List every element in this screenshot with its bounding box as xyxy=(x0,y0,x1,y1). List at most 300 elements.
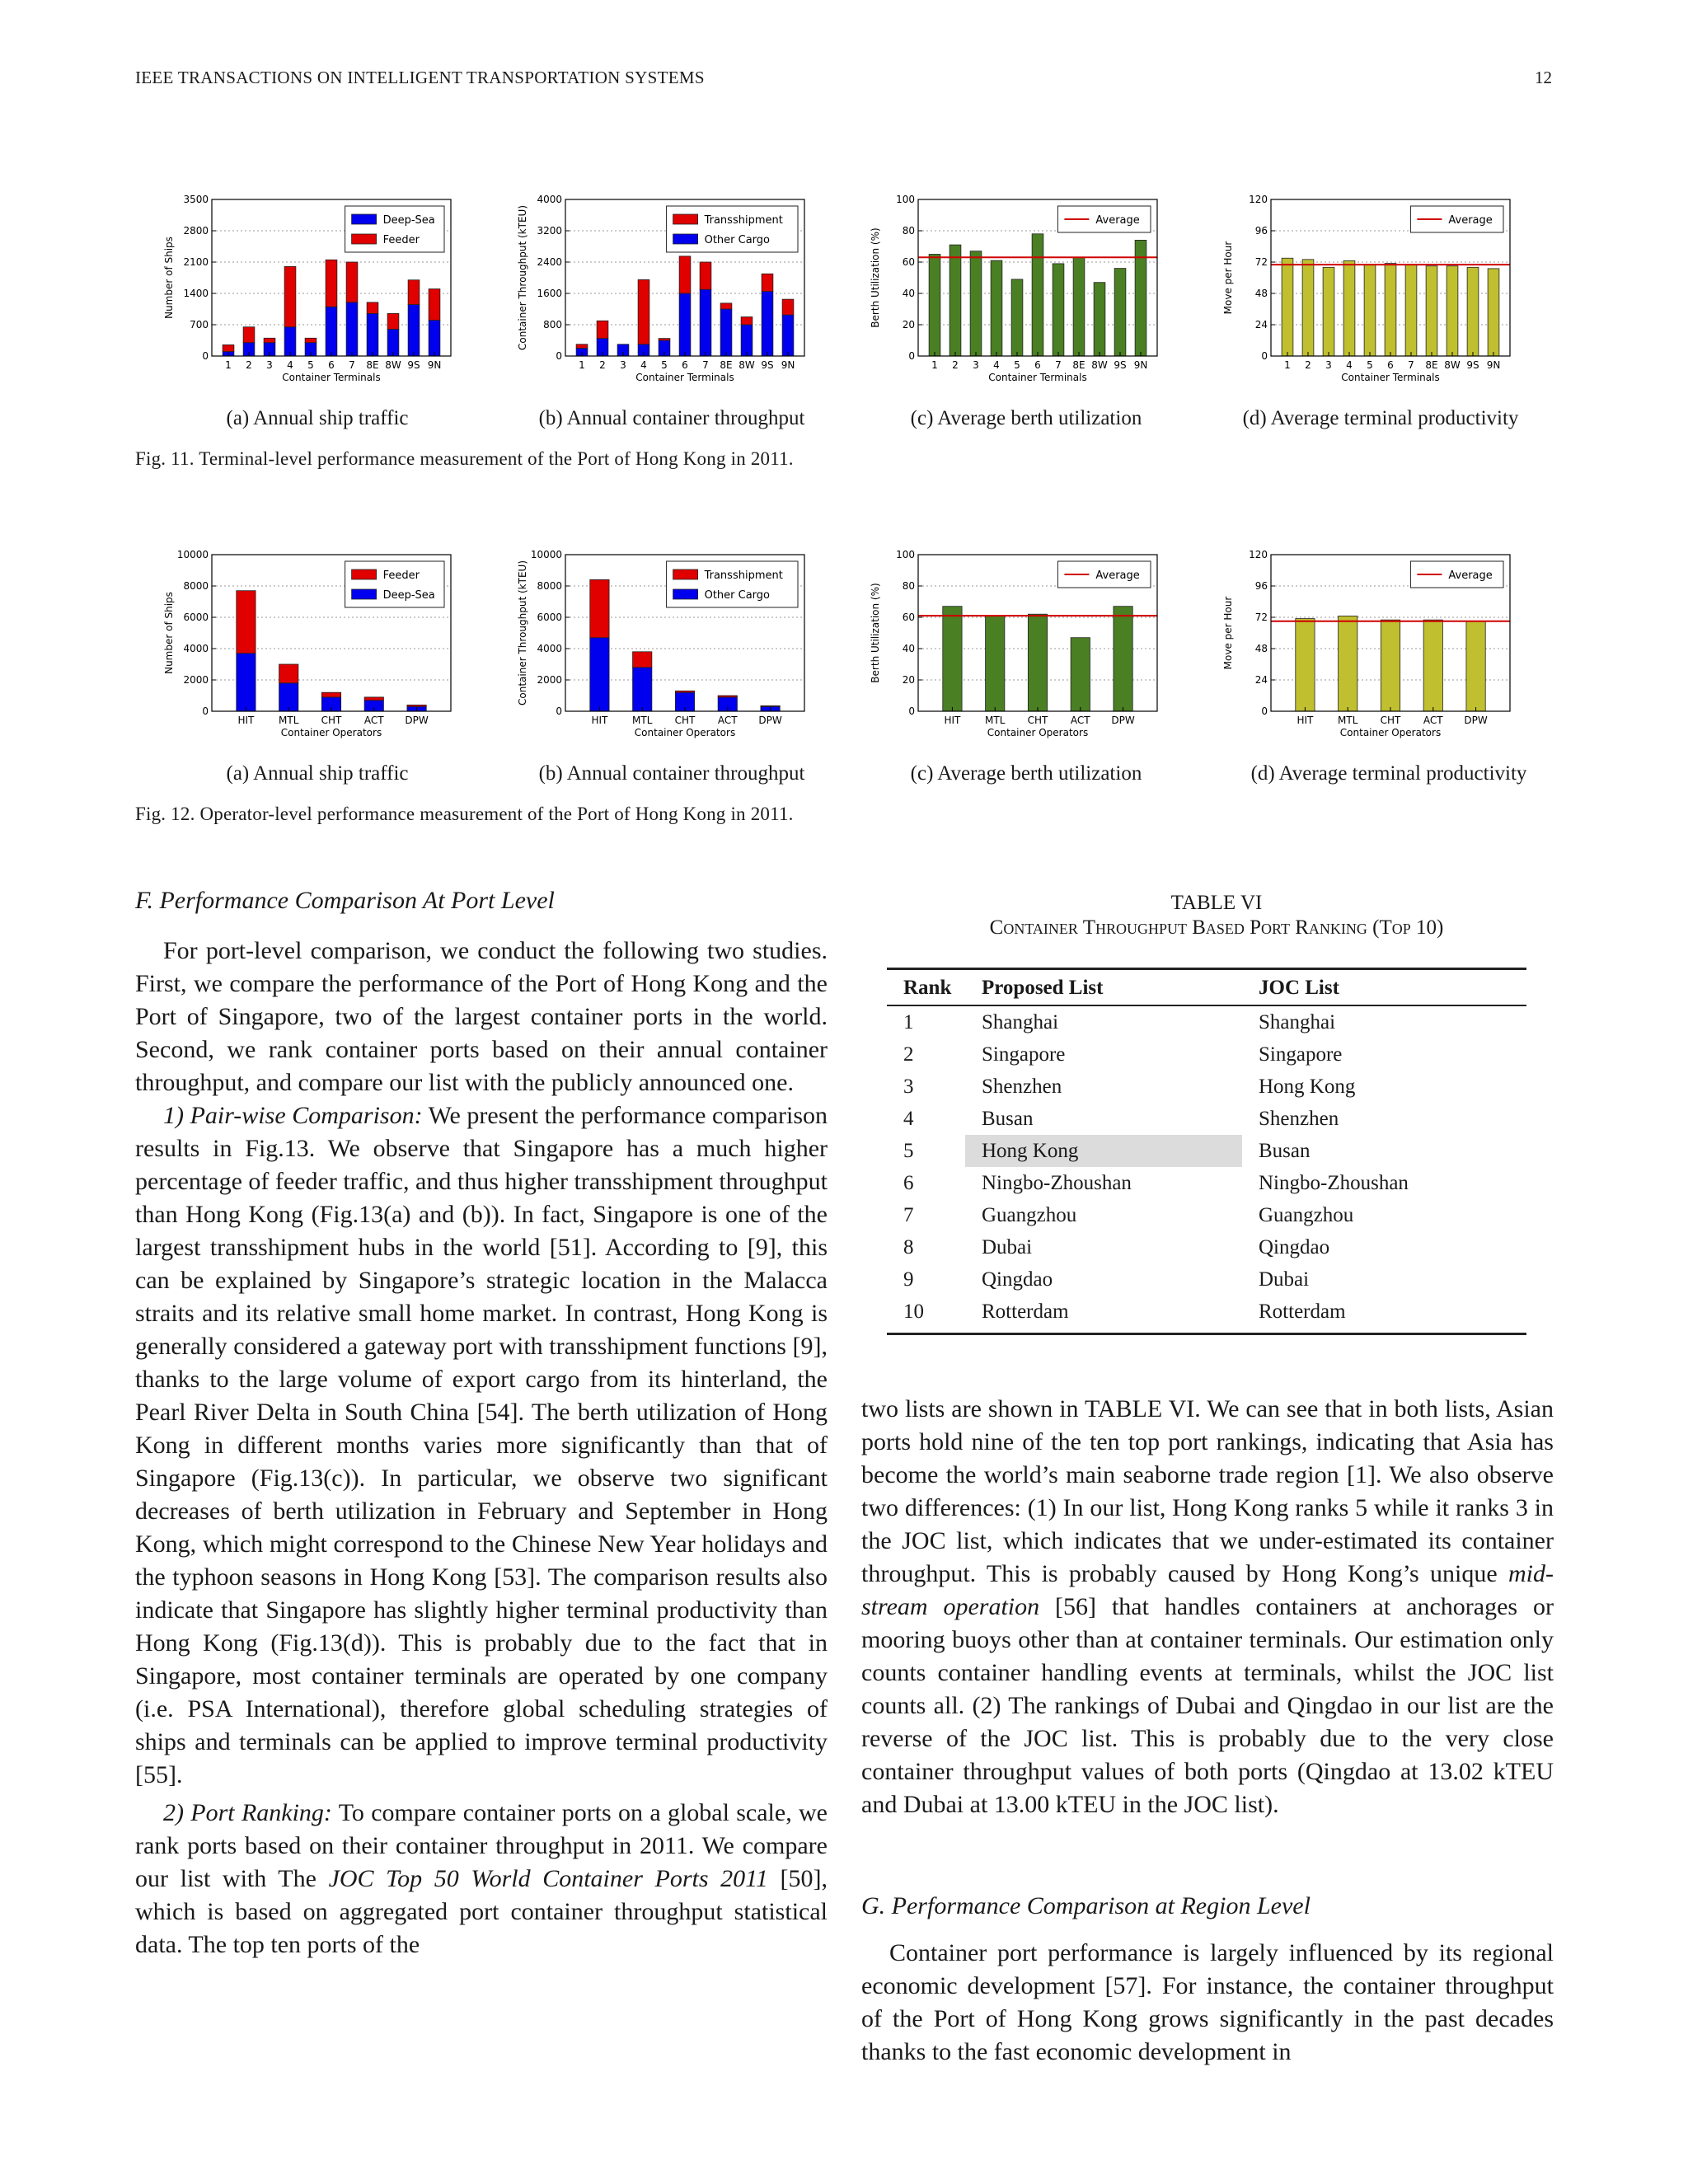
bar xyxy=(762,292,773,356)
joc-cell: Guangzhou xyxy=(1259,1203,1354,1226)
proposed-cell: Rotterdam xyxy=(965,1296,1242,1334)
x-tick-label: 9N xyxy=(427,359,442,371)
y-axis-label: Number of Ships xyxy=(163,592,175,674)
x-tick-label: 3 xyxy=(266,359,273,371)
paragraph-ranking-results xyxy=(861,1393,1554,1821)
proposed-cell: Shanghai xyxy=(982,1010,1059,1033)
bar xyxy=(943,607,962,711)
proposed-cell: Dubai xyxy=(982,1235,1033,1258)
x-tick-label: 7 xyxy=(349,359,355,371)
legend-label: Average xyxy=(1095,569,1140,582)
bar xyxy=(367,302,378,314)
bar xyxy=(970,251,982,356)
bar xyxy=(243,327,255,343)
bar xyxy=(638,279,649,344)
paragraph-region-level: Container port performance is largely influenced by its regional economic development [57]. For instance, the container throughput of the Port of Hong Kong grows significantly in the past decades thanks to the fast economic development in xyxy=(861,1939,1554,2065)
table-row xyxy=(887,1038,1526,1071)
y-tick-label: 4000 xyxy=(183,643,209,654)
bar xyxy=(1071,638,1090,711)
bar xyxy=(659,339,670,340)
rank-cell: 8 xyxy=(903,1235,914,1258)
legend-swatch xyxy=(352,214,377,224)
bar xyxy=(1423,620,1442,711)
legend-label: Average xyxy=(1448,214,1493,227)
x-tick-label: 3 xyxy=(620,359,626,371)
x-tick-label: DPW xyxy=(1111,715,1135,726)
x-tick-label: 9N xyxy=(1133,359,1148,371)
x-tick-label: ACT xyxy=(1423,715,1443,726)
rank-cell: 6 xyxy=(903,1171,914,1194)
ranking-text-a: To compare container ports on a global scale, we rank ports based on their container throughput in 2011. We compare our list with The xyxy=(135,1799,828,1892)
bar xyxy=(700,262,711,289)
bar xyxy=(1381,620,1400,711)
subsection-pairwise-label: 1) Pair-wise Comparison: xyxy=(163,1102,423,1129)
bar xyxy=(986,616,1005,711)
y-tick-label: 60 xyxy=(902,256,915,268)
x-tick-label: 7 xyxy=(702,359,709,371)
fig11-caption: Fig. 11. Terminal-level performance measurement of the Port of Hong Kong in 2011. xyxy=(135,448,794,469)
y-tick-label: 96 xyxy=(1254,580,1268,592)
y-tick-label: 100 xyxy=(896,194,915,205)
x-tick-label: DPW xyxy=(1464,715,1488,726)
mid-stream-term: mid-stream operation xyxy=(861,1560,1554,1620)
joc-cell: Rotterdam xyxy=(1242,1296,1526,1334)
joc-cell: Shanghai xyxy=(1259,1010,1336,1033)
results-text-b: [56] that handles containers at anchorages or mooring buoys other than at container terminals. Our estimation only counts container handling events at terminals, whilst the JOC list counts all. (2) The rankings of Dubai and Qingdao in our list are the reverse of the JOC list. This is probably due to the very close container throughput values of both ports (Qingdao at 13.02 kTEU and Dubai at 13.00 kTEU in the JOC list). xyxy=(861,1593,1554,1818)
table-row xyxy=(887,1103,1526,1135)
y-tick-label: 10000 xyxy=(176,549,209,560)
x-tick-label: CHT xyxy=(321,715,342,726)
legend-swatch xyxy=(673,589,698,599)
legend-label: Feeder xyxy=(382,234,420,246)
proposed-cell: Ningbo-Zhoushan xyxy=(982,1171,1132,1194)
y-tick-label: 3500 xyxy=(183,194,209,205)
legend-label: Average xyxy=(1095,214,1140,227)
y-axis-label: Berth Utilization (%) xyxy=(870,583,881,683)
results-text-a: two lists are shown in TABLE VI. We can see that in both lists, Asian ports hold nine of the ten top port rankings, indicating that Asia has become the world’s main seaborne trade region [1]. We also observe two differences: (1) In our list, Hong Kong ranks 5 while it ranks 3 in the JOC list, which indicates that we under-estimated its container throughput. This is probably caused by Hong Kong’s unique xyxy=(861,1395,1554,1587)
bar xyxy=(264,338,275,342)
legend-label: Other Cargo xyxy=(704,234,771,246)
bar xyxy=(367,313,378,356)
legend-label: Feeder xyxy=(382,569,420,582)
y-tick-label: 4000 xyxy=(537,194,562,205)
y-tick-label: 6000 xyxy=(537,612,562,623)
x-axis-label: Container Operators xyxy=(987,727,1089,738)
bar xyxy=(1339,616,1357,711)
y-tick-label: 20 xyxy=(902,319,915,330)
fig11-subcaption-c: (c) Average berth utilization xyxy=(910,407,1142,429)
x-tick-label: 8W xyxy=(738,359,755,371)
col-header-rank: Rank xyxy=(887,969,965,1006)
x-tick-label: 2 xyxy=(246,359,252,371)
section-g-heading: G. Performance Comparison at Region Level xyxy=(861,1892,1311,1919)
chart-f11b xyxy=(514,190,828,391)
bar xyxy=(929,255,940,357)
x-tick-label: 4 xyxy=(640,359,647,371)
y-tick-label: 40 xyxy=(902,643,915,654)
bar xyxy=(1302,260,1314,356)
fig12-caption: Fig. 12. Operator-level performance measurement of the Port of Hong Kong in 2011. xyxy=(135,804,794,824)
bar xyxy=(279,683,298,711)
joc-cell: Qingdao xyxy=(1259,1235,1330,1258)
x-tick-label: MTL xyxy=(632,715,653,726)
bar xyxy=(991,260,1002,356)
bar xyxy=(326,307,337,356)
bar xyxy=(597,321,608,338)
y-axis-label: Number of Ships xyxy=(163,237,175,319)
fig11-subcaption-d: (d) Average terminal productivity xyxy=(1242,407,1519,429)
x-tick-label: 8E xyxy=(1072,359,1085,371)
y-tick-label: 8000 xyxy=(183,580,209,592)
y-tick-label: 72 xyxy=(1254,256,1268,268)
y-axis-label: Berth Utilization (%) xyxy=(870,227,881,328)
x-tick-label: HIT xyxy=(591,715,608,726)
bar xyxy=(407,705,426,706)
bar xyxy=(429,321,440,356)
bar xyxy=(1466,621,1485,711)
left-column xyxy=(135,935,828,1961)
x-tick-label: DPW xyxy=(405,715,429,726)
chart-f11d xyxy=(1220,190,1533,391)
x-tick-label: 2 xyxy=(1305,359,1311,371)
x-tick-label: 5 xyxy=(307,359,314,371)
x-tick-label: ACT xyxy=(717,715,738,726)
x-tick-label: 3 xyxy=(973,359,979,371)
x-axis-label: Container Operators xyxy=(1339,727,1442,738)
x-tick-label: 9S xyxy=(761,359,774,371)
y-tick-label: 0 xyxy=(202,350,209,362)
x-tick-label: 7 xyxy=(1408,359,1414,371)
x-tick-label: MTL xyxy=(1338,715,1358,726)
proposed-cell: Guangzhou xyxy=(982,1203,1077,1226)
y-tick-label: 3200 xyxy=(537,225,562,237)
page-number: 12 xyxy=(1535,68,1552,87)
chart-f11c xyxy=(867,190,1180,391)
y-tick-label: 2100 xyxy=(183,256,209,268)
x-tick-label: 3 xyxy=(1325,359,1332,371)
x-tick-label: 6 xyxy=(328,359,335,371)
bar xyxy=(1053,264,1064,356)
bar xyxy=(1467,267,1479,356)
y-tick-label: 120 xyxy=(1249,194,1268,205)
x-tick-label: 2 xyxy=(599,359,606,371)
paragraph-port-level-intro: For port-level comparison, we conduct the following two studies. First, we compare the performance of the Port of Hong Kong and the Port of Singapore, two of the largest container ports in the world. Second, we rank container ports based on their annual container throughput, and compare our list with the publicly announced one. xyxy=(135,937,828,1096)
y-tick-label: 0 xyxy=(202,705,209,717)
table-header-row xyxy=(887,969,1526,1006)
x-tick-label: 5 xyxy=(661,359,668,371)
y-tick-label: 48 xyxy=(1254,643,1268,654)
y-tick-label: 2800 xyxy=(183,225,209,237)
x-tick-label: 4 xyxy=(287,359,293,371)
x-tick-label: 8E xyxy=(1425,359,1438,371)
x-tick-label: 1 xyxy=(1284,359,1291,371)
bar xyxy=(718,696,737,697)
y-tick-label: 1600 xyxy=(537,288,562,299)
bar xyxy=(679,256,691,293)
bar xyxy=(321,692,340,697)
fig12-subcaption-c: (c) Average berth utilization xyxy=(910,762,1142,785)
x-tick-label: 5 xyxy=(1367,359,1373,371)
y-axis-label: Move per Hour xyxy=(1222,241,1234,315)
x-tick-label: 9N xyxy=(1486,359,1501,371)
rank-cell: 2 xyxy=(903,1043,914,1066)
x-tick-label: 4 xyxy=(1346,359,1353,371)
bar xyxy=(720,303,732,309)
x-tick-label: DPW xyxy=(758,715,782,726)
x-axis-label: Container Operators xyxy=(634,727,736,738)
legend-label: Average xyxy=(1448,569,1493,582)
y-tick-label: 0 xyxy=(908,350,915,362)
y-tick-label: 60 xyxy=(902,612,915,623)
proposed-cell: Busan xyxy=(982,1107,1034,1130)
bar xyxy=(408,280,420,305)
paragraph-port-ranking xyxy=(135,1797,828,1961)
y-tick-label: 6000 xyxy=(183,612,209,623)
x-tick-label: 4 xyxy=(993,359,1000,371)
section-f-heading: F. Performance Comparison At Port Level xyxy=(135,887,555,914)
table-row xyxy=(887,1167,1526,1199)
legend-swatch xyxy=(673,214,698,224)
x-tick-label: 9S xyxy=(1466,359,1479,371)
chart-f11a xyxy=(161,190,474,391)
bar xyxy=(1011,279,1023,356)
bar xyxy=(429,289,440,321)
bar xyxy=(1114,607,1132,711)
y-tick-label: 24 xyxy=(1254,319,1268,330)
legend-label: Transshipment xyxy=(704,569,783,582)
bar xyxy=(1296,619,1315,711)
bar xyxy=(408,305,420,356)
joc-cell: Singapore xyxy=(1259,1043,1343,1066)
legend-label: Deep-Sea xyxy=(382,214,435,227)
x-axis-label: Container Terminals xyxy=(282,372,381,383)
x-tick-label: HIT xyxy=(1296,715,1314,726)
x-tick-label: 9N xyxy=(781,359,795,371)
joc-cell: Dubai xyxy=(1259,1268,1310,1291)
bar xyxy=(284,327,296,356)
y-tick-label: 40 xyxy=(902,288,915,299)
rank-cell: 10 xyxy=(887,1296,965,1334)
bar xyxy=(741,317,753,326)
x-tick-label: ACT xyxy=(1070,715,1090,726)
x-tick-label: 7 xyxy=(1055,359,1062,371)
x-tick-label: ACT xyxy=(363,715,384,726)
legend-swatch xyxy=(352,569,377,579)
x-tick-label: 1 xyxy=(225,359,232,371)
legend-swatch xyxy=(352,234,377,244)
bar xyxy=(364,697,383,701)
x-tick-label: HIT xyxy=(944,715,961,726)
bar xyxy=(1032,234,1043,356)
rank-cell: 1 xyxy=(903,1010,914,1033)
bar xyxy=(633,668,652,711)
fig12-subcaption-b: (b) Annual container throughput xyxy=(538,762,805,785)
bar xyxy=(1385,264,1396,356)
x-tick-label: HIT xyxy=(237,715,255,726)
legend-swatch xyxy=(352,589,377,599)
x-tick-label: CHT xyxy=(1380,715,1401,726)
y-tick-label: 100 xyxy=(896,549,915,560)
y-tick-label: 0 xyxy=(908,705,915,717)
bar xyxy=(950,245,961,356)
table-row xyxy=(887,1296,1526,1334)
bar xyxy=(326,260,337,307)
y-tick-label: 120 xyxy=(1249,549,1268,560)
right-column-g xyxy=(861,1937,1554,2069)
x-tick-label: 8W xyxy=(1091,359,1108,371)
rank-cell: 5 xyxy=(903,1139,914,1162)
chart-f12a xyxy=(161,545,474,747)
joc-cell: Shenzhen xyxy=(1259,1107,1339,1130)
rank-cell: 4 xyxy=(903,1107,914,1130)
table-row xyxy=(887,1199,1526,1231)
bar xyxy=(223,344,234,351)
y-tick-label: 4000 xyxy=(537,643,562,654)
bar xyxy=(1094,283,1105,356)
joc-cell: Hong Kong xyxy=(1259,1075,1356,1098)
bar xyxy=(279,664,298,683)
y-tick-label: 80 xyxy=(902,580,915,592)
y-tick-label: 1400 xyxy=(183,288,209,299)
joc-title: JOC Top 50 World Container Ports 2011 xyxy=(328,1865,768,1892)
y-tick-label: 700 xyxy=(190,319,209,330)
bar xyxy=(761,705,780,706)
y-tick-label: 48 xyxy=(1254,288,1268,299)
bar xyxy=(1426,266,1437,356)
bar xyxy=(1447,266,1458,356)
y-tick-label: 10000 xyxy=(530,549,562,560)
paragraph-pairwise xyxy=(135,1099,828,1792)
legend-label: Transshipment xyxy=(704,214,783,227)
fig12-subcaption-d: (d) Average terminal productivity xyxy=(1250,762,1527,785)
table-row xyxy=(887,1005,1526,1038)
bar xyxy=(633,652,652,668)
col-header-proposed: Proposed List xyxy=(965,969,1242,1006)
x-tick-label: 8W xyxy=(1444,359,1461,371)
y-axis-label: Container Throughput (kTEU) xyxy=(517,560,528,705)
bar xyxy=(576,344,588,349)
y-tick-label: 2400 xyxy=(537,256,562,268)
bar xyxy=(346,302,358,356)
y-tick-label: 0 xyxy=(556,705,562,717)
bar xyxy=(1405,265,1417,356)
bar xyxy=(762,274,773,291)
bar xyxy=(679,293,691,356)
bar xyxy=(782,299,794,315)
x-tick-label: 2 xyxy=(952,359,959,371)
y-tick-label: 2000 xyxy=(537,674,562,686)
bar xyxy=(1073,257,1085,356)
bar xyxy=(1323,267,1334,356)
x-tick-label: 5 xyxy=(1014,359,1020,371)
bar xyxy=(720,309,732,356)
x-tick-label: CHT xyxy=(674,715,696,726)
x-axis-label: Container Terminals xyxy=(988,372,1087,383)
table-row xyxy=(887,1263,1526,1296)
bar xyxy=(1364,265,1376,356)
chart-f12d xyxy=(1220,545,1533,747)
legend-swatch xyxy=(673,234,698,244)
bar xyxy=(782,315,794,356)
rank-cell: 9 xyxy=(903,1268,914,1291)
bar xyxy=(346,262,358,302)
bar xyxy=(675,691,694,692)
paragraph-pairwise-text: We present the performance comparison results in Fig.13. We observe that Singapore has a much higher percentage of feeder traffic, and thus higher transshipment throughput than Hong Kong (Fig.13(a) and (b)). In fact, Singapore is one of the largest transshipment hubs in the world [51]. According to [9], this can be explained by Singapore’s strategic location in the Malacca straits and its relative small home market. In contrast, Hong Kong is generally considered a gateway port with transshipment functions [9], thanks to the large volume of export cargo from its hinterland, the Pearl River Delta in South China [54]. The berth utilization of Hong Kong in different months varies more significantly than that of Singapore (Fig.13(c)). In particular, we observe two significant decreases of berth utilization in February and September in Hong Kong, which might correspond to the Chinese New Year holidays and the typhoon seasons in Hong Kong [53]. The comparison results also indicate that Singapore has slightly higher terminal productivity than Hong Kong (Fig.13(d)). This is probably due to the fact that in Singapore, most container terminals are operated by one company (i.e. PSA International), therefore global scheduling strategies of ships and terminals can be applied to improve terminal productivity [55]. xyxy=(135,1102,828,1788)
bar xyxy=(590,579,609,637)
x-tick-label: 8E xyxy=(720,359,733,371)
y-tick-label: 0 xyxy=(1261,350,1268,362)
table-row xyxy=(887,1135,1526,1167)
x-tick-label: 6 xyxy=(1034,359,1041,371)
bar xyxy=(1028,614,1047,711)
port-ranking-table xyxy=(887,968,1526,1335)
x-axis-label: Container Terminals xyxy=(635,372,734,383)
y-axis-label: Container Throughput (kTEU) xyxy=(517,205,528,350)
x-tick-label: 9S xyxy=(407,359,420,371)
fig12-subcaption-a: (a) Annual ship traffic xyxy=(226,762,409,785)
table-row xyxy=(887,1071,1526,1103)
col-header-joc: JOC List xyxy=(1242,969,1526,1006)
x-tick-label: 1 xyxy=(931,359,938,371)
legend-label: Other Cargo xyxy=(704,589,771,602)
joc-cell: Ningbo-Zhoushan xyxy=(1259,1171,1409,1194)
y-tick-label: 0 xyxy=(1261,705,1268,717)
bar xyxy=(700,289,711,356)
bar xyxy=(1488,269,1499,356)
proposed-cell: Shenzhen xyxy=(982,1075,1062,1098)
rank-cell: 7 xyxy=(903,1203,914,1226)
x-tick-label: MTL xyxy=(279,715,299,726)
right-column xyxy=(861,1393,1554,1821)
subsection-ranking-label: 2) Port Ranking: xyxy=(163,1799,332,1826)
proposed-cell: Hong Kong xyxy=(965,1135,1242,1167)
y-tick-label: 0 xyxy=(556,350,562,362)
bar xyxy=(1114,269,1126,356)
chart-f12c xyxy=(867,545,1180,747)
x-tick-label: MTL xyxy=(985,715,1006,726)
bar xyxy=(1282,258,1293,356)
bar xyxy=(284,266,296,326)
rank-cell: 3 xyxy=(903,1075,914,1098)
y-tick-label: 96 xyxy=(1254,225,1268,237)
chart-f12b xyxy=(514,545,828,747)
table-row xyxy=(887,1231,1526,1263)
x-tick-label: 6 xyxy=(682,359,688,371)
bar xyxy=(387,313,399,329)
x-tick-label: 8W xyxy=(385,359,401,371)
fig11-subcaption-b: (b) Annual container throughput xyxy=(538,407,805,429)
bar xyxy=(590,638,609,711)
journal-header: IEEE TRANSACTIONS ON INTELLIGENT TRANSPORTATION SYSTEMS xyxy=(135,68,705,87)
proposed-cell: Singapore xyxy=(982,1043,1066,1066)
bar xyxy=(1343,260,1355,356)
ranking-text-b: [50], which is based on aggregated port container throughput statistical data. The top ten ports of the xyxy=(135,1865,828,1958)
y-tick-label: 800 xyxy=(543,319,562,330)
bar xyxy=(237,591,256,654)
bar xyxy=(305,338,316,342)
legend-swatch xyxy=(673,569,698,579)
y-tick-label: 72 xyxy=(1254,612,1268,623)
x-tick-label: 8E xyxy=(366,359,379,371)
bar xyxy=(741,325,753,356)
y-tick-label: 80 xyxy=(902,225,915,237)
y-tick-label: 8000 xyxy=(537,580,562,592)
proposed-cell: Qingdao xyxy=(982,1268,1053,1291)
y-tick-label: 24 xyxy=(1254,674,1268,686)
x-tick-label: CHT xyxy=(1027,715,1048,726)
table-subtitle: Container Throughput Based Port Ranking (Top 10) xyxy=(989,916,1444,939)
x-tick-label: 9S xyxy=(1114,359,1127,371)
